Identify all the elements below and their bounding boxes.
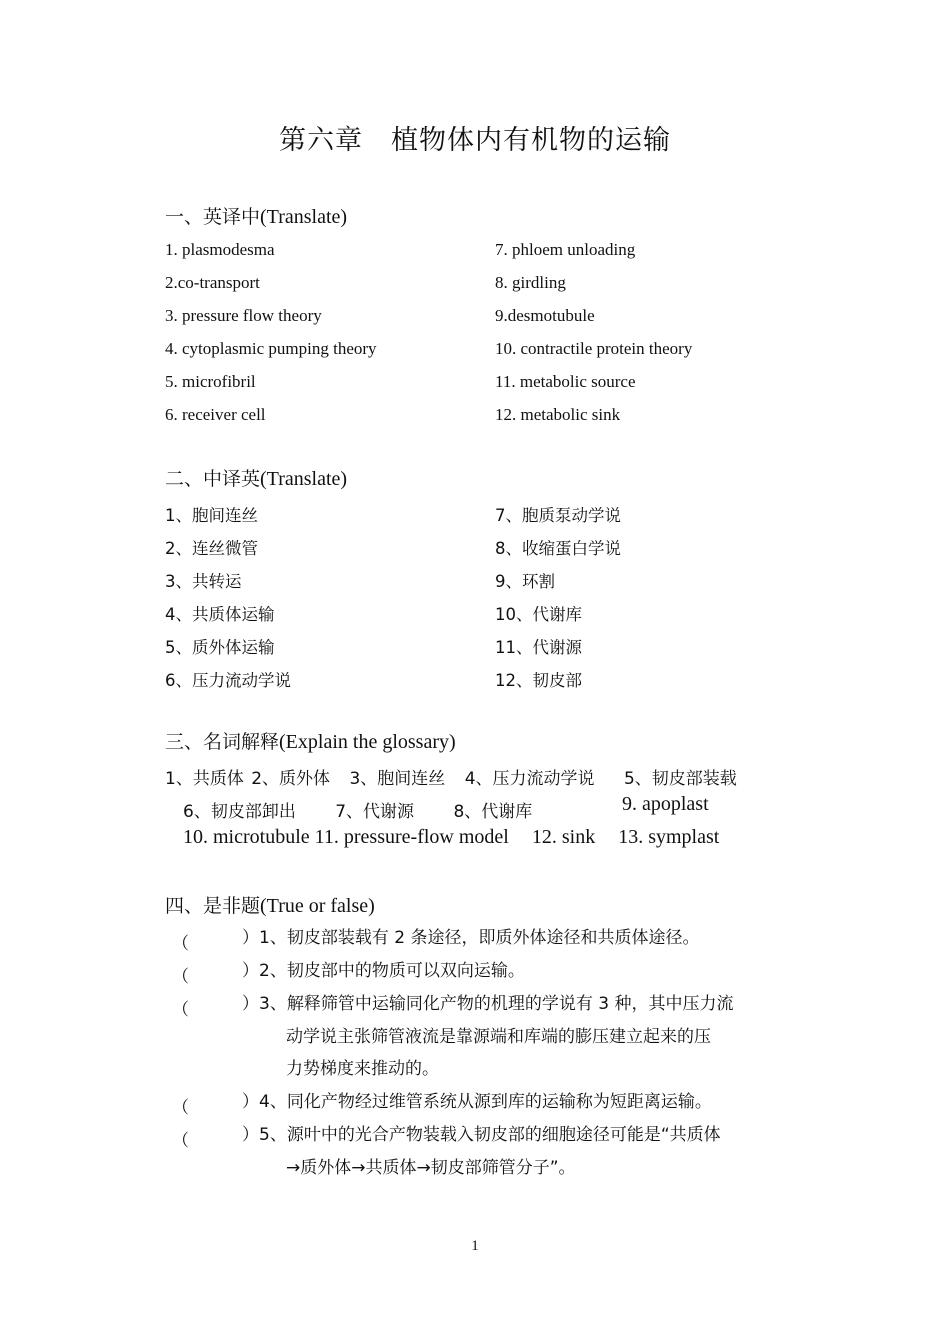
s2-item-9: 9、环割	[495, 572, 555, 591]
tf-question-5: ）5、源叶中的光合产物装载入韧皮部的细胞途径可能是“共质体 →质外体→共质体→韧皮部筛管分子”。	[242, 1125, 721, 1178]
section-2-heading	[165, 464, 347, 491]
s1-item-11: 11. metabolic source	[495, 372, 636, 391]
tf-close-paren: ）	[242, 928, 259, 948]
s1-item-4: 4. cytoplasmic pumping theory	[165, 339, 377, 358]
tf-answer-blank-5[interactable]: （	[172, 1131, 189, 1151]
gloss-term-5: 5、韧皮部装载	[623, 769, 737, 789]
gloss-term-9: 9. apoplast	[622, 793, 709, 815]
section-1-heading	[165, 202, 347, 229]
gloss-term-7: 7、代谢源	[335, 802, 415, 822]
s1-item-5: 5. microfibril	[165, 372, 256, 391]
s2-item-3: 3、共转运	[165, 572, 242, 591]
tf-question-2: ）2、韧皮部中的物质可以双向运输。	[242, 961, 525, 981]
gloss-term-10: 10. microtubule	[183, 826, 310, 848]
tf-answer-blank-2[interactable]: （	[172, 967, 189, 987]
gloss-term-4: 4、压力流动学说	[464, 769, 595, 789]
s2-item-1: 1、胞间连丝	[165, 506, 258, 525]
s2-item-8: 8、收缩蛋白学说	[495, 539, 621, 558]
section-2-heading-cn: 二、中译英	[165, 468, 261, 490]
section-1-heading-en: (Translate)	[260, 206, 348, 228]
s2-item-10: 10、代谢库	[495, 605, 582, 624]
tf-question-1: ）1、韧皮部装载有 2 条途径，即质外体途径和共质体途径。	[242, 928, 700, 948]
gloss-term-6: 6、韧皮部卸出	[183, 802, 296, 822]
s1-item-2: 2.co-transport	[165, 273, 260, 292]
tf-question-4: ）4、同化产物经过维管系统从源到库的运输称为短距离运输。	[242, 1092, 712, 1112]
page-title: 第六章 植物体内有机物的运输	[279, 125, 671, 156]
s2-item-6: 6、压力流动学说	[165, 671, 291, 690]
s2-item-4: 4、共质体运输	[165, 605, 275, 624]
s1-item-1: 1. plasmodesma	[165, 240, 275, 259]
section-3-heading	[165, 727, 456, 754]
s1-item-9: 9.desmotubule	[495, 306, 595, 325]
section-3-heading-en: (Explain the glossary)	[279, 731, 456, 753]
section-3-heading-cn: 三、名词解释	[165, 731, 280, 753]
s1-item-8: 8. girdling	[495, 273, 566, 292]
s1-item-6: 6. receiver cell	[165, 405, 266, 424]
s2-item-7: 7、胞质泵动学说	[495, 506, 621, 525]
s1-item-12: 12. metabolic sink	[495, 405, 621, 424]
gloss-term-12: 12. sink	[531, 826, 596, 848]
gloss-term-13: 13. symplast	[618, 826, 720, 848]
gloss-term-8: 8、代谢库	[453, 802, 533, 822]
s1-item-3: 3. pressure flow theory	[165, 306, 322, 325]
s2-item-12: 12、韧皮部	[495, 671, 582, 690]
s1-item-7: 7. phloem unloading	[495, 240, 636, 259]
s1-item-10: 10. contractile protein theory	[495, 339, 693, 358]
gloss-line-3	[183, 826, 719, 849]
section-4-heading	[165, 891, 375, 918]
section-4-heading-cn: 四、是非题	[165, 895, 261, 917]
gloss-term-11: 11. pressure-flow model	[314, 826, 509, 848]
gloss-term-1: 1、共质体	[165, 769, 244, 789]
tf-answer-blank-3[interactable]: （	[172, 1000, 189, 1020]
section-1-heading-cn: 一、英译中	[165, 206, 261, 228]
s2-item-2: 2、连丝微管	[165, 539, 258, 558]
page-number: 1	[471, 1238, 479, 1254]
section-2-heading-en: (Translate)	[260, 468, 348, 490]
section-4-heading-en: (True or false)	[260, 895, 375, 917]
s2-item-11: 11、代谢源	[495, 638, 582, 657]
gloss-term-3: 3、胞间连丝	[349, 769, 446, 789]
s2-item-5: 5、质外体运输	[165, 638, 275, 657]
gloss-line-2	[183, 797, 532, 822]
tf-answer-blank-1[interactable]: （	[172, 934, 189, 954]
tf-question-3: ）3、解释筛管中运输同化产物的机理的学说有 3 种，其中压力流 动学说主张筛管液流是靠源端和库端的膨压建立起来的压 力势梯度来推动的。	[242, 994, 734, 1079]
gloss-line-1	[165, 764, 737, 789]
gloss-term-2: 2、质外体	[251, 769, 331, 789]
tf-answer-blank-4[interactable]: （	[172, 1098, 189, 1118]
